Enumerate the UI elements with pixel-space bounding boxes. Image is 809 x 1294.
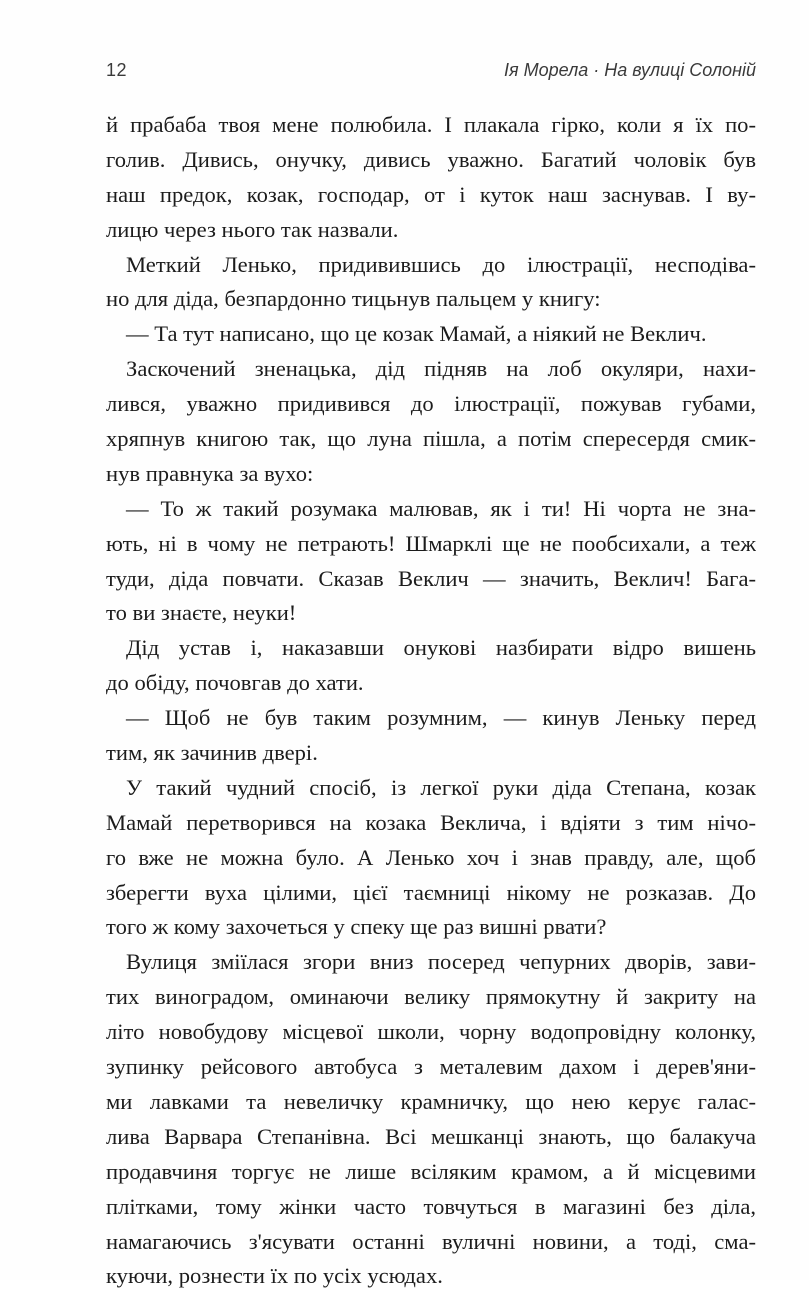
text-line: куючи, рознести їх по усіх усюдах. [106, 1263, 443, 1289]
text-line: зберегти вуха цілими, цієї таємниці нікому не розказав. До [106, 879, 756, 905]
text-line: ми лавками та невеличку крамничку, що нею керує галас- [106, 1088, 756, 1114]
text-line: Мамай перетворився на козака Веклича, і вдіяти з тим нічо- [106, 809, 756, 835]
text-line: — То ж такий розумака малював, як і ти! Ні чорта не зна- [126, 495, 756, 521]
text-line: — Та тут написано, що це козак Мамай, а ніякий не Веклич. [126, 321, 707, 347]
paragraph [106, 248, 756, 318]
paragraph [106, 945, 756, 1294]
text-line: літо новобудову місцевої школи, чорну водопровідну колонку, [106, 1019, 756, 1045]
text-line: Меткий Ленько, придивившись до ілюстрації, несподіва- [126, 251, 756, 277]
paragraph [106, 317, 756, 352]
text-line: лива Варвара Степанівна. Всі мешканці знають, що балакуча [106, 1123, 756, 1149]
text-line: но для діда, безпардонно тицьнув пальцем у книгу: [106, 286, 601, 312]
running-head [106, 60, 756, 84]
text-line: ють, ні в чому не петрають! Шмарклі ще не пообсихали, а теж [106, 530, 756, 556]
paragraph [106, 771, 756, 945]
text-line: то ви знаєте, неуки! [106, 600, 297, 626]
text-line: У такий чудний спосіб, із легкої руки діда Степана, козак [126, 774, 756, 800]
text-line: — Щоб не був таким розумним, — кинув Леньку перед [126, 705, 756, 731]
paragraph [106, 701, 756, 771]
text-line: лицю через нього так назвали. [106, 216, 399, 242]
paragraph [106, 631, 756, 701]
text-line: Заскочений зненацька, дід підняв на лоб окуляри, нахи- [126, 356, 756, 382]
text-line: плітками, тому жінки часто товчуться в магазині без діла, [106, 1193, 756, 1219]
text-line: Дід устав і, наказавши онукові назбирати відро вишень [126, 635, 756, 661]
text-line: Вулиця зміїлася згори вниз посеред чепурних дворів, зави- [126, 949, 756, 975]
body-text [106, 108, 756, 1294]
text-line: лився, уважно придивився до ілюстрації, пожував губами, [106, 391, 756, 417]
text-line: хряпнув книгою так, що луна пішла, а потім спересердя смик- [106, 426, 756, 452]
text-line: до обіду, почовгав до хати. [106, 670, 364, 696]
text-line: й прабаба твоя мене полюбила. І плакала гірко, коли я їх по- [106, 112, 756, 137]
text-line: туди, діда повчати. Сказав Веклич — значить, Веклич! Бага- [106, 565, 756, 591]
text-line: тим, як зачинив двері. [106, 740, 318, 766]
text-line: го вже не можна було. А Ленько хоч і знав правду, але, щоб [106, 844, 756, 870]
text-line: зупинку рейсового автобуса з металевим дахом і дерев'яни- [106, 1054, 756, 1080]
text-line: голив. Дивись, онучку, дивись уважно. Багатий чоловік був [106, 146, 756, 172]
text-line: нув правнука за вухо: [106, 460, 314, 486]
paragraph [106, 492, 756, 632]
text-line: намагаючись з'ясувати останні вуличні новини, а тоді, сма- [106, 1228, 756, 1254]
text-line: тих виноградом, оминаючи велику прямокутну й закриту на [106, 984, 756, 1010]
running-title: Ія Морела · На вулиці Солоній [504, 60, 756, 80]
paragraph [106, 352, 756, 492]
paragraph [106, 108, 756, 248]
text-line: продавчиня торгує не лише всіляким крамом, а й місцевими [106, 1158, 756, 1184]
page-number: 12 [106, 60, 128, 80]
text-line: наш предок, козак, господар, от і куток наш заснував. І ву- [106, 181, 756, 207]
text-line: того ж кому захочеться у спеку ще раз вишні рвати? [106, 914, 607, 940]
